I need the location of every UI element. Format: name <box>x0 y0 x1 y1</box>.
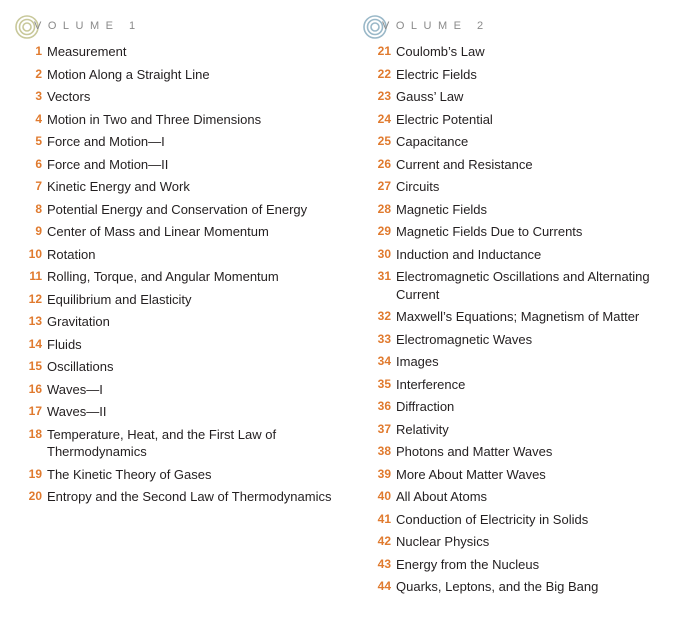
chapter-number: 23 <box>377 89 391 103</box>
chapter-title: Motion Along a Straight Line <box>47 66 210 82</box>
chapter-title: Force and Motion—I <box>47 134 165 149</box>
chapter-item <box>362 421 672 439</box>
chapter-item <box>362 488 672 506</box>
chapter-number: 33 <box>377 331 391 346</box>
chapter-number: 10 <box>28 246 42 261</box>
chapter-number: 3 <box>35 89 42 103</box>
volume-2-chapter-list <box>362 43 672 596</box>
chapter-title: All About Atoms <box>396 489 488 504</box>
chapter-title: Kinetic Energy and Work <box>47 179 190 194</box>
chapter-number: 44 <box>377 579 391 593</box>
chapter-title: Magnetic Fields Due to Currents <box>396 224 583 239</box>
chapter-item <box>362 88 672 106</box>
chapter-title: Entropy and the Second Law of Thermodynamics <box>47 489 332 504</box>
chapter-number: 9 <box>35 224 42 238</box>
chapter-title: Current and Resistance <box>396 156 533 172</box>
chapter-number: 29 <box>377 224 391 238</box>
chapter-title: Motion in Two and Three Dimensions <box>47 111 262 127</box>
chapter-number: 24 <box>377 111 391 126</box>
chapter-item <box>14 246 344 264</box>
chapter-title: Electric Fields <box>396 66 477 82</box>
chapter-item <box>14 426 344 461</box>
chapter-item <box>14 111 344 129</box>
chapter-number: 18 <box>28 426 42 441</box>
chapter-number: 42 <box>377 534 391 548</box>
chapter-title: Fluids <box>47 336 82 352</box>
volume-1-label: VOLUME 1 <box>34 20 142 32</box>
chapter-title: Force and Motion—II <box>47 156 169 172</box>
chapter-title: Oscillations <box>47 359 114 374</box>
chapter-item <box>14 403 344 421</box>
chapter-item <box>14 466 344 484</box>
chapter-item <box>362 398 672 416</box>
chapter-number: 38 <box>377 444 391 458</box>
chapter-title: Diffraction <box>396 399 455 414</box>
chapter-item <box>14 358 344 376</box>
chapter-title: Waves—I <box>47 381 103 397</box>
chapter-item <box>362 376 672 394</box>
chapter-item <box>14 336 344 354</box>
chapter-number: 16 <box>28 381 42 396</box>
chapter-number: 30 <box>377 246 391 261</box>
chapter-title: Circuits <box>396 179 440 194</box>
chapter-item <box>362 223 672 241</box>
chapter-item <box>14 88 344 106</box>
volume-1-column <box>14 14 344 511</box>
chapter-number: 41 <box>377 511 391 526</box>
chapter-number: 20 <box>28 489 42 503</box>
chapter-number: 22 <box>377 66 391 81</box>
chapter-title: Electromagnetic Waves <box>396 331 533 347</box>
chapter-number: 31 <box>377 269 391 283</box>
chapter-number: 43 <box>377 556 391 571</box>
chapter-number: 8 <box>35 201 42 216</box>
chapter-title: Gravitation <box>47 314 110 329</box>
chapter-title: Temperature, Heat, and the First Law of Thermodynamics <box>47 426 277 459</box>
chapter-item <box>362 511 672 529</box>
chapter-number: 25 <box>377 134 391 148</box>
chapter-number: 7 <box>35 179 42 193</box>
chapter-number: 1 <box>35 44 42 58</box>
chapter-item <box>362 466 672 484</box>
chapter-item <box>362 156 672 174</box>
chapter-item <box>14 291 344 309</box>
chapter-title: Center of Mass and Linear Momentum <box>47 224 269 239</box>
chapter-item <box>362 443 672 461</box>
chapter-title: Nuclear Physics <box>396 534 490 549</box>
chapter-number: 19 <box>28 466 42 481</box>
chapter-item <box>14 381 344 399</box>
chapter-number: 37 <box>377 421 391 436</box>
chapter-item <box>362 308 672 326</box>
volume-2-label: VOLUME 2 <box>382 20 490 32</box>
chapter-item <box>362 578 672 596</box>
chapter-title: Magnetic Fields <box>396 201 488 217</box>
chapter-item <box>14 223 344 241</box>
chapter-number: 14 <box>28 336 42 351</box>
chapter-item <box>14 268 344 286</box>
chapter-title: Induction and Inductance <box>396 246 542 262</box>
chapter-item <box>14 133 344 151</box>
chapter-title: Relativity <box>396 421 449 437</box>
chapter-number: 21 <box>377 44 391 58</box>
volume-1-header <box>14 14 344 38</box>
chapter-item <box>14 156 344 174</box>
chapter-number: 40 <box>377 489 391 503</box>
chapter-title: Gauss’ Law <box>396 89 464 104</box>
chapter-title: Electric Potential <box>396 111 493 127</box>
chapter-title: Interference <box>396 376 466 392</box>
volume-2-header <box>362 14 672 38</box>
chapter-title: Vectors <box>47 89 91 104</box>
chapter-item <box>14 66 344 84</box>
chapter-number: 35 <box>377 376 391 391</box>
chapter-title: Measurement <box>47 44 127 59</box>
chapter-title: Electromagnetic Oscillations and Alternating Current <box>396 269 650 302</box>
chapter-item <box>362 201 672 219</box>
chapter-number: 39 <box>377 466 391 481</box>
chapter-number: 11 <box>29 269 42 283</box>
chapter-item <box>362 178 672 196</box>
chapter-title: Waves—II <box>47 404 107 419</box>
chapter-number: 5 <box>35 134 42 148</box>
chapter-number: 4 <box>35 111 42 126</box>
chapter-number: 13 <box>28 314 42 328</box>
chapter-number: 34 <box>377 354 391 368</box>
chapter-title: Potential Energy and Conservation of Energy <box>47 201 308 217</box>
chapter-item <box>362 268 672 303</box>
chapter-item <box>14 43 344 61</box>
chapter-item <box>14 488 344 506</box>
chapter-item <box>362 331 672 349</box>
chapter-item <box>362 66 672 84</box>
chapter-title: Rolling, Torque, and Angular Momentum <box>47 269 279 284</box>
chapter-title: Conduction of Electricity in Solids <box>396 511 589 527</box>
chapter-title: Images <box>396 354 439 369</box>
chapter-number: 32 <box>377 309 391 323</box>
chapter-title: Energy from the Nucleus <box>396 556 540 572</box>
volume-1-chapter-list <box>14 43 344 506</box>
chapter-title: The Kinetic Theory of Gases <box>47 466 212 482</box>
chapter-title: More About Matter Waves <box>396 466 546 482</box>
volume-2-column <box>362 14 672 601</box>
chapter-title: Quarks, Leptons, and the Big Bang <box>396 579 599 594</box>
chapter-title: Capacitance <box>396 134 469 149</box>
chapter-item <box>362 246 672 264</box>
chapter-number: 28 <box>377 201 391 216</box>
chapter-title: Rotation <box>47 246 96 262</box>
chapter-title: Photons and Matter Waves <box>396 444 553 459</box>
chapter-item <box>362 533 672 551</box>
chapter-item <box>362 353 672 371</box>
chapter-number: 17 <box>28 404 42 418</box>
chapter-item <box>362 556 672 574</box>
chapter-item <box>14 178 344 196</box>
chapter-number: 15 <box>28 359 42 373</box>
chapter-number: 12 <box>28 291 42 306</box>
chapter-item <box>362 133 672 151</box>
chapter-number: 26 <box>377 156 391 171</box>
chapter-number: 36 <box>377 399 391 413</box>
chapter-item <box>362 111 672 129</box>
chapter-title: Maxwell’s Equations; Magnetism of Matter <box>396 309 640 324</box>
chapter-number: 2 <box>35 66 42 81</box>
chapter-number: 6 <box>35 156 42 171</box>
chapter-item <box>14 201 344 219</box>
chapter-title: Coulomb’s Law <box>396 44 485 59</box>
chapter-item <box>14 313 344 331</box>
chapter-item <box>362 43 672 61</box>
chapter-title: Equilibrium and Elasticity <box>47 291 192 307</box>
chapter-number: 27 <box>377 179 391 193</box>
